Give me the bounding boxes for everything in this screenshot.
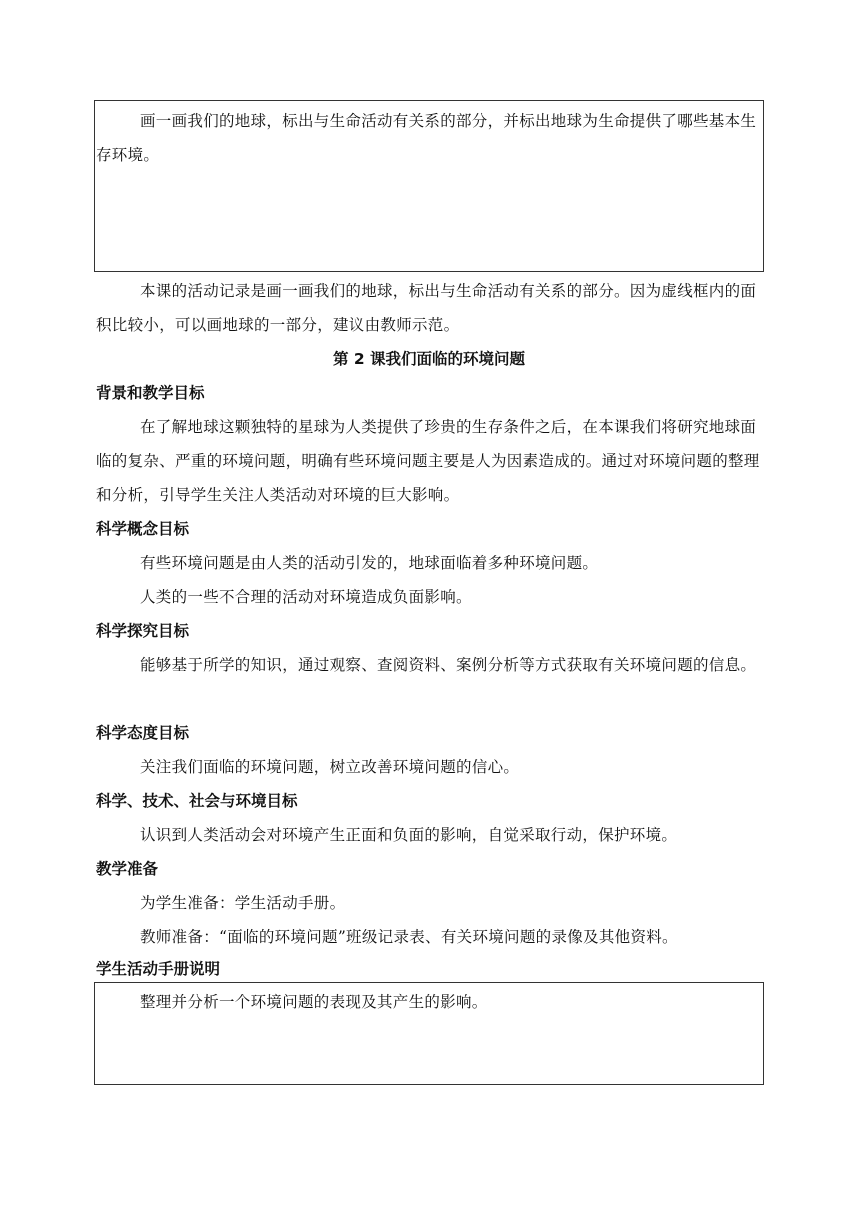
- heading-handbook: 学生活动手册说明: [96, 960, 221, 978]
- activity-box-bottom: [94, 982, 764, 1085]
- heading-background: 背景和教学目标: [96, 384, 205, 402]
- heading-concept: 科学概念目标: [96, 520, 190, 538]
- lesson-title: 第 2 课我们面临的环境问题: [332, 350, 526, 368]
- inquiry-text: 能够基于所学的知识，通过观察、查阅资料、案例分析等方式获取有关环境问题的信息。: [140, 656, 757, 674]
- preparation-item-2: 教师准备：“面临的环境问题”班级记录表、有关环境问题的录像及其他资料。: [140, 928, 678, 946]
- heading-preparation: 教学准备: [96, 860, 159, 878]
- heading-inquiry: 科学探究目标: [96, 622, 190, 640]
- stse-text: 认识到人类活动会对环境产生正面和负面的影响，自觉采取行动，保护环境。: [140, 826, 678, 844]
- heading-attitude: 科学态度目标: [96, 724, 190, 742]
- preparation-item-1: 为学生准备：学生活动手册。: [140, 894, 346, 912]
- activity-note: 本课的活动记录是画一画我们的地球，标出与生命活动有关系的部分。因为虚线框内的面积比较小，可以画地球的一部分，建议由教师示范。: [96, 282, 757, 334]
- background-text: 在了解地球这颗独特的星球为人类提供了珍贵的生存条件之后，在本课我们将研究地球面临的复杂、严重的环境问题，明确有些环境问题主要是人为因素造成的。通过对环境问题的整理和分析，引导学生关注人类活动对环境的巨大影响。: [96, 418, 760, 504]
- activity-box-top: [94, 100, 764, 272]
- concept-item-1: 有些环境问题是由人类的活动引发的，地球面临着多种环境问题。: [140, 554, 599, 572]
- heading-stse: 科学、技术、社会与环境目标: [96, 792, 298, 810]
- attitude-text: 关注我们面临的环境问题，树立改善环境问题的信心。: [140, 758, 520, 776]
- activity-box-top-text: 画一画我们的地球，标出与生命活动有关系的部分，并标出地球为生命提供了哪些基本生存环境。: [96, 112, 757, 164]
- activity-box-bottom-text: 整理并分析一个环境问题的表现及其产生的影响。: [140, 993, 488, 1011]
- concept-item-2: 人类的一些不合理的活动对环境造成负面影响。: [140, 588, 472, 606]
